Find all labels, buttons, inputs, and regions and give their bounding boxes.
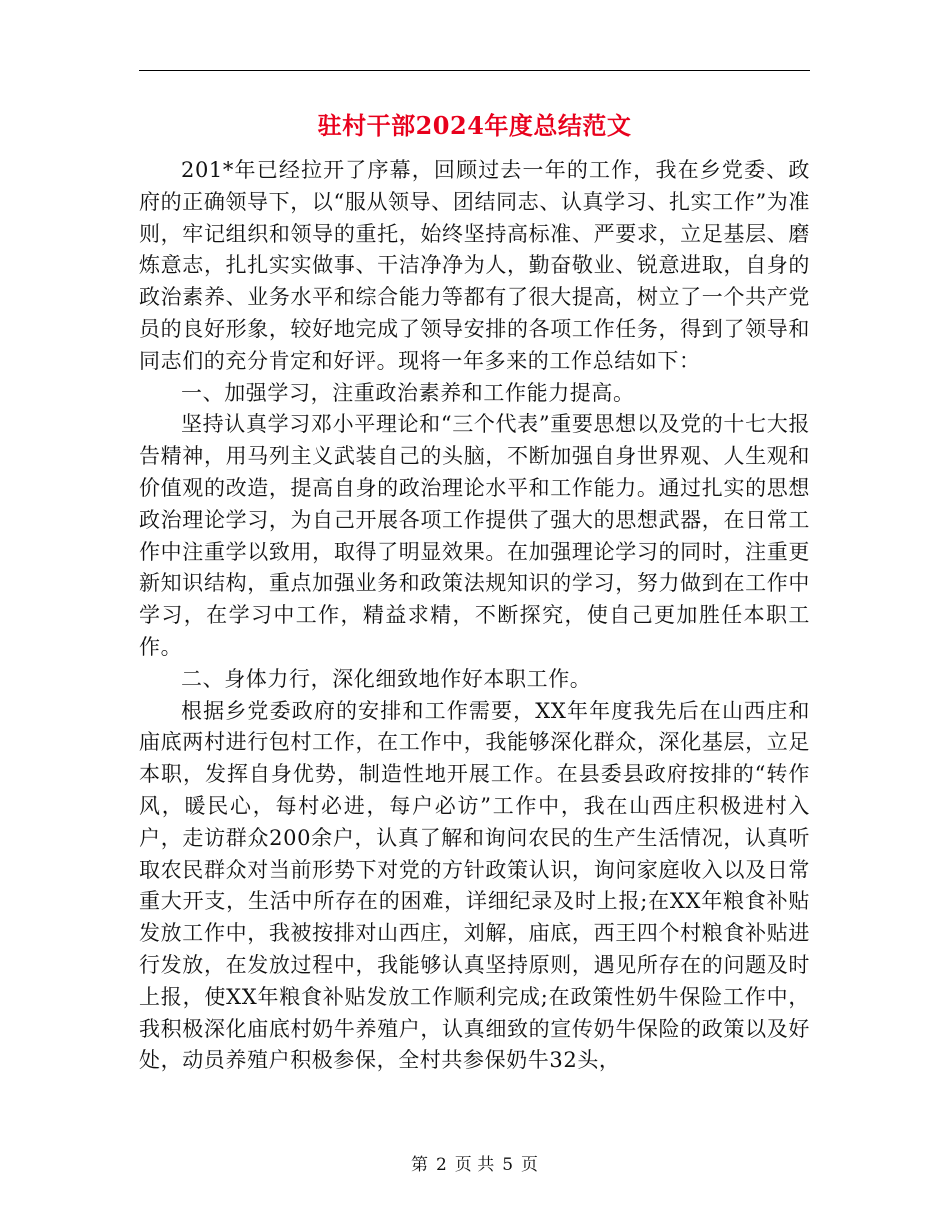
- footer-suffix: 页: [521, 1155, 539, 1175]
- footer-prefix: 第: [410, 1155, 428, 1175]
- section-heading-1: 一、加强学习，注重政治素养和工作能力提高。: [181, 380, 635, 405]
- document-body: [139, 155, 810, 1077]
- section-heading-2: 二、身体力行，深化细致地作好本职工作。: [181, 666, 592, 691]
- footer-current-page: 2: [435, 1155, 447, 1175]
- footer-middle: 页 共: [454, 1155, 495, 1175]
- footer-total-pages: 5: [502, 1155, 514, 1175]
- section-1-paragraph: 坚持认真学习邓小平理论和“三个代表”重要思想以及党的十七大报告精神，用马列主义武装自己的头脑，不断加强自身世界观、人生观和价值观的改造，提高自身的政治理论水平和工作能力。通过扎实的思想政治理论学习，为自己开展各项工作提供了强大的思想武器，在日常工作中注重学以致用，取得了明显效果。在加强理论学习的同时，注重更新知识结构，重点加强业务和政策法规知识的学习，努力做到在工作中学习，在学习中工作，精益求精，不断探究，使自己更加胜任本职工作。: [139, 412, 810, 659]
- section-2-paragraph: 根据乡党委政府的安排和工作需要，XX年年度我先后在山西庄和庙底两村进行包村工作，在工作中，我能够深化群众，深化基层，立足本职，发挥自身优势，制造性地开展工作。在县委县政府按排的“转作风，暖民心，每村必进，每户必访”工作中，我在山西庄积极进村入户，走访群众200余户，认真了解和询问农民的生产生活情况，认真听取农民群众对当前形势下对党的方针政策认识，询问家庭收入以及日常重大开支，生活中所存在的困难，详细纪录及时上报;在XX年粮食补贴发放工作中，我被按排对山西庄，刘解，庙底，西王四个村粮食补贴进行发放，在发放过程中，我能够认真坚持原则，遇见所存在的问题及时上报，使XX年粮食补贴发放工作顺利完成;在政策性奶牛保险工作中，我积极深化庙底村奶牛养殖户，认真细致的宣传奶牛保险的政策以及好处，动员养殖户积极参保，全村共参保奶牛32头，: [139, 698, 810, 1073]
- intro-paragraph: 201*年已经拉开了序幕，回顾过去一年的工作，我在乡党委、政府的正确领导下，以“服从领导、团结同志、认真学习、扎实工作”为准则，牢记组织和领导的重托，始终坚持高标准、严要求，立足基层、磨炼意志，扎扎实实做事、干洁净净为人，勤奋敬业、锐意进取，自身的政治素养、业务水平和综合能力等都有了很大提高，树立了一个共产党员的良好形象，较好地完成了领导安排的各项工作任务，得到了领导和同志们的充分肯定和好评。现将一年多来的工作总结如下：: [139, 158, 810, 373]
- document-title: 驻村干部2024年度总结范文: [317, 111, 632, 140]
- header-rule: [139, 70, 810, 71]
- page-number-footer: [139, 1154, 810, 1176]
